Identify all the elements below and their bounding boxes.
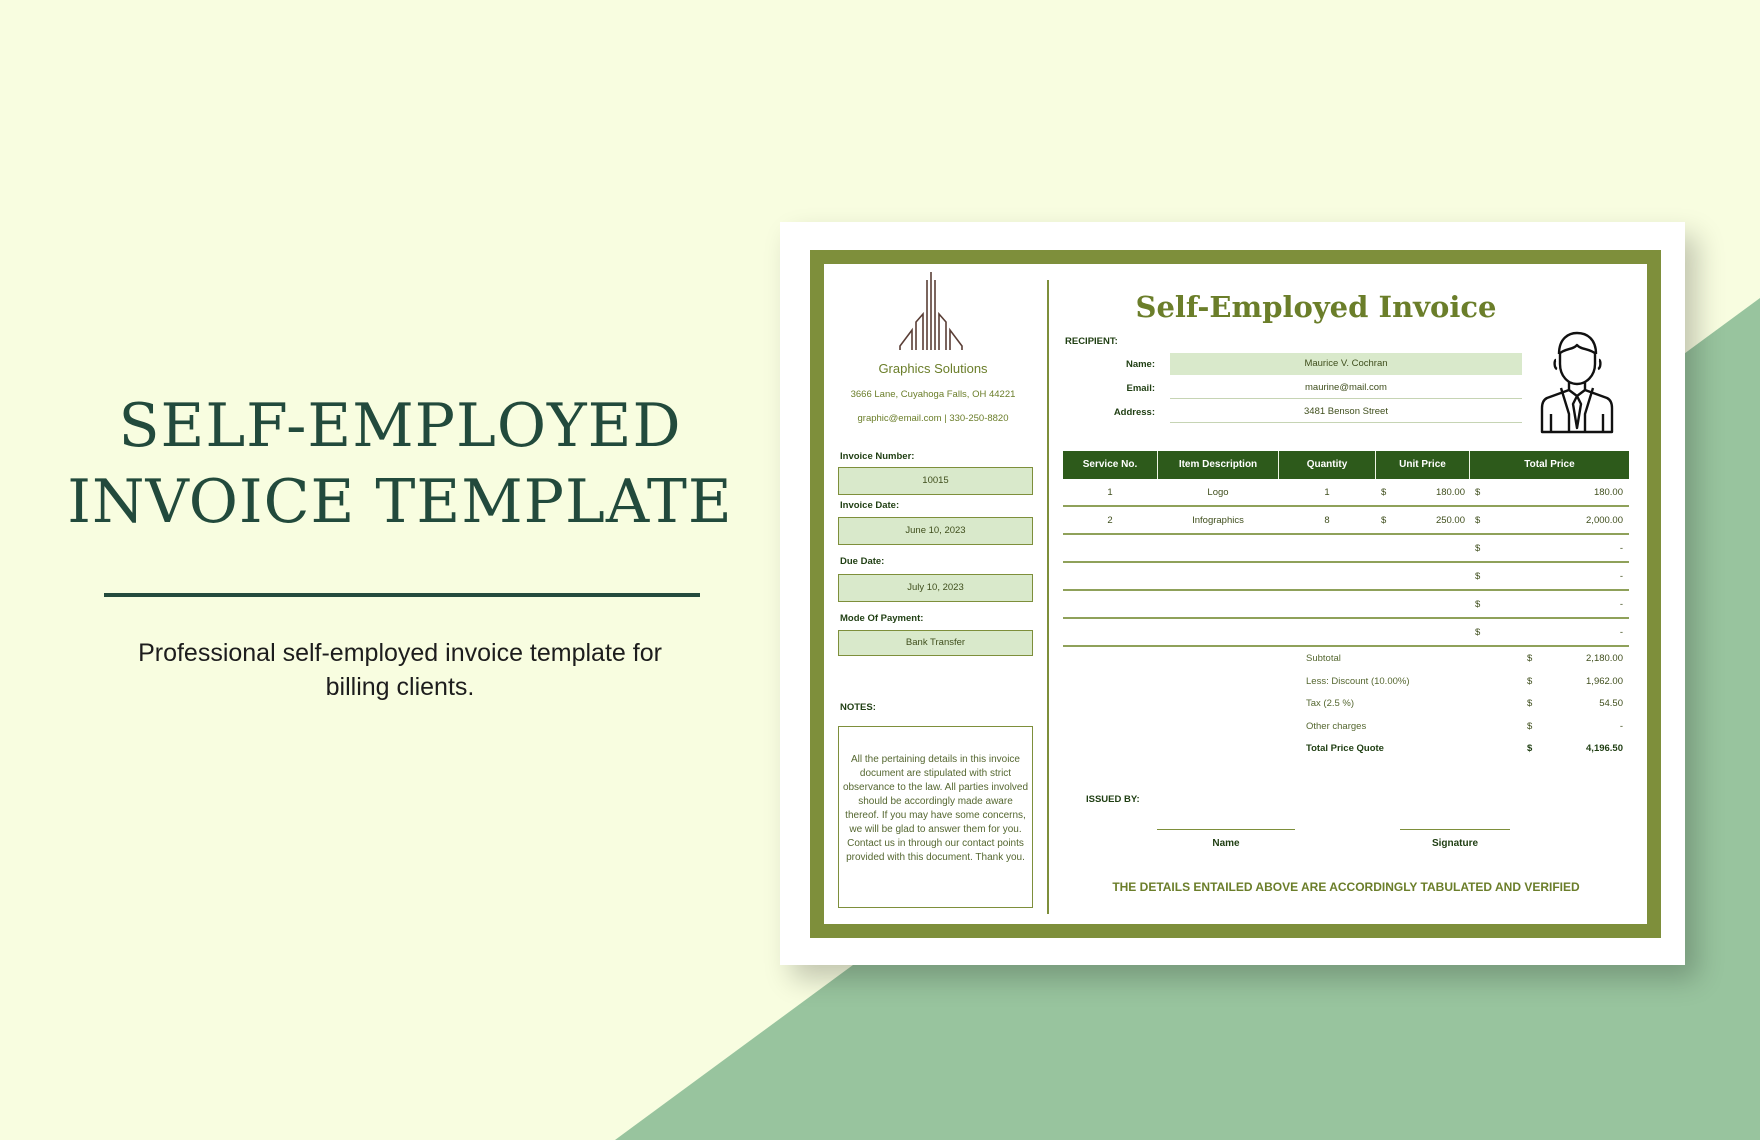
invoice-number-label: Invoice Number: xyxy=(840,451,915,462)
recipient-email-label: Email: xyxy=(1126,383,1155,394)
cell-quantity: 8 xyxy=(1324,515,1330,526)
hero-title-line2: INVOICE TEMPLATE xyxy=(67,467,733,537)
cell-total-currency: $ xyxy=(1475,627,1481,638)
header-total-price: Total Price xyxy=(1524,459,1575,470)
cell-service-no xyxy=(1063,535,1157,563)
cell-quantity: 1 xyxy=(1324,487,1330,498)
invoice-frame xyxy=(810,250,1661,938)
hero-title-line1: SELF-EMPLOYED xyxy=(118,391,682,461)
invoice-date-label: Invoice Date: xyxy=(840,500,900,511)
invoice-preview xyxy=(780,222,1685,965)
invoice-number-field[interactable]: 10015 xyxy=(838,467,1033,495)
header-quantity: Quantity xyxy=(1306,459,1348,470)
payment-mode-field[interactable]: Bank Transfer xyxy=(838,630,1033,656)
cell-total-price: - xyxy=(1619,543,1623,554)
cell-total-currency: $ xyxy=(1475,487,1481,498)
summary-currency: $ xyxy=(1527,743,1533,754)
building-logo-icon xyxy=(896,270,966,352)
cell-quantity xyxy=(1279,563,1375,591)
header-service-no: Service No. xyxy=(1082,459,1138,470)
cell-total-currency: $ xyxy=(1475,515,1481,526)
signature-line[interactable] xyxy=(1400,829,1510,830)
summary-value: 2,180.00 xyxy=(1586,653,1623,664)
cell-service-no xyxy=(1063,591,1157,619)
name-line-label: Name xyxy=(1212,838,1240,849)
notes-box[interactable]: All the pertaining details in this invoice document are stipulated with strict observance to the law. All parties involved should be accordingly made aware thereof. If you may have some concerns, we will be glad to answer them for you. Contact us in through our contact points provided with this document. Thank you. xyxy=(838,726,1033,908)
cell-total-price: - xyxy=(1619,627,1623,638)
hero-description xyxy=(80,636,720,704)
cell-service-no: 1 xyxy=(1107,487,1113,498)
hero-description-line2: billing clients. xyxy=(325,673,475,701)
cell-quantity xyxy=(1279,535,1375,563)
cell-unit-currency: $ xyxy=(1381,515,1387,526)
company-contact: graphic@email.com | 330-250-8820 xyxy=(857,413,1009,424)
summary-value: - xyxy=(1619,720,1623,732)
cell-total-currency: $ xyxy=(1475,543,1481,554)
recipient-name-label: Name: xyxy=(1125,359,1155,370)
due-date-field[interactable]: July 10, 2023 xyxy=(838,574,1033,602)
businessman-icon xyxy=(1539,330,1615,434)
payment-mode-label: Mode Of Payment: xyxy=(840,613,924,624)
company-name: Graphics Solutions xyxy=(878,361,988,376)
cell-total-price: - xyxy=(1619,599,1623,610)
summary-label: Other charges xyxy=(1306,720,1367,732)
summary-value: 54.50 xyxy=(1599,698,1623,709)
cell-quantity xyxy=(1279,619,1375,647)
cell-item-description: Infographics xyxy=(1192,515,1244,526)
cell-item-description xyxy=(1158,535,1278,563)
cell-service-no xyxy=(1063,619,1157,647)
hero-title xyxy=(60,388,740,540)
recipient-name-field[interactable]: Maurice V. Cochran xyxy=(1170,353,1522,375)
summary-label: Total Price Quote xyxy=(1306,743,1384,754)
cell-total-price: 2,000.00 xyxy=(1586,515,1623,526)
table-header xyxy=(1063,451,1629,479)
header-unit-price: Unit Price xyxy=(1399,459,1446,470)
cell-total-price: 180.00 xyxy=(1593,487,1623,498)
cell-total-price: - xyxy=(1619,571,1623,582)
hero-description-line1: Professional self-employed invoice template for xyxy=(138,639,662,667)
cell-service-no xyxy=(1063,563,1157,591)
recipient-address-field[interactable]: 3481 Benson Street xyxy=(1170,401,1522,423)
cell-unit-price: 180.00 xyxy=(1435,487,1465,498)
summary-label: Less: Discount (10.00%) xyxy=(1306,675,1410,687)
recipient-label: RECIPIENT: xyxy=(1065,336,1118,347)
cell-total-currency: $ xyxy=(1475,599,1481,610)
cell-service-no: 2 xyxy=(1107,515,1113,526)
cell-quantity xyxy=(1279,591,1375,619)
recipient-email-field[interactable]: maurine@mail.com xyxy=(1170,377,1522,399)
company-address: 3666 Lane, Cuyahoga Falls, OH 44221 xyxy=(850,389,1016,400)
summary-currency: $ xyxy=(1527,653,1533,664)
invoice-date-field[interactable]: June 10, 2023 xyxy=(838,517,1033,545)
verification-note: THE DETAILS ENTAILED ABOVE ARE ACCORDINGLY TABULATED AND VERIFIED xyxy=(1112,880,1580,894)
cell-unit-currency: $ xyxy=(1381,487,1387,498)
cell-unit-price: 250.00 xyxy=(1435,515,1465,526)
cell-item-description: Logo xyxy=(1207,487,1229,498)
cell-total-currency: $ xyxy=(1475,571,1481,582)
issued-by-label: ISSUED BY: xyxy=(1086,794,1140,805)
due-date-label: Due Date: xyxy=(840,556,885,567)
cell-item-description xyxy=(1158,591,1278,619)
column-divider xyxy=(1047,280,1049,914)
summary-currency: $ xyxy=(1527,675,1533,687)
notes-label: NOTES: xyxy=(840,702,876,713)
recipient-address-label: Address: xyxy=(1113,407,1155,418)
hero-divider xyxy=(104,593,700,597)
invoice-title: Self-Employed Invoice xyxy=(1135,290,1497,324)
summary-value: 4,196.50 xyxy=(1586,743,1623,754)
name-signature-line[interactable] xyxy=(1157,829,1295,830)
signature-label: Signature xyxy=(1431,838,1479,849)
cell-item-description xyxy=(1158,563,1278,591)
summary-label: Subtotal xyxy=(1306,653,1341,664)
header-item-description: Item Description xyxy=(1178,459,1258,470)
summary-currency: $ xyxy=(1527,698,1533,709)
cell-item-description xyxy=(1158,619,1278,647)
summary-currency: $ xyxy=(1527,720,1533,732)
summary-value: 1,962.00 xyxy=(1586,675,1623,687)
summary-label: Tax (2.5 %) xyxy=(1306,698,1355,709)
table-row-divider xyxy=(1063,645,1629,647)
